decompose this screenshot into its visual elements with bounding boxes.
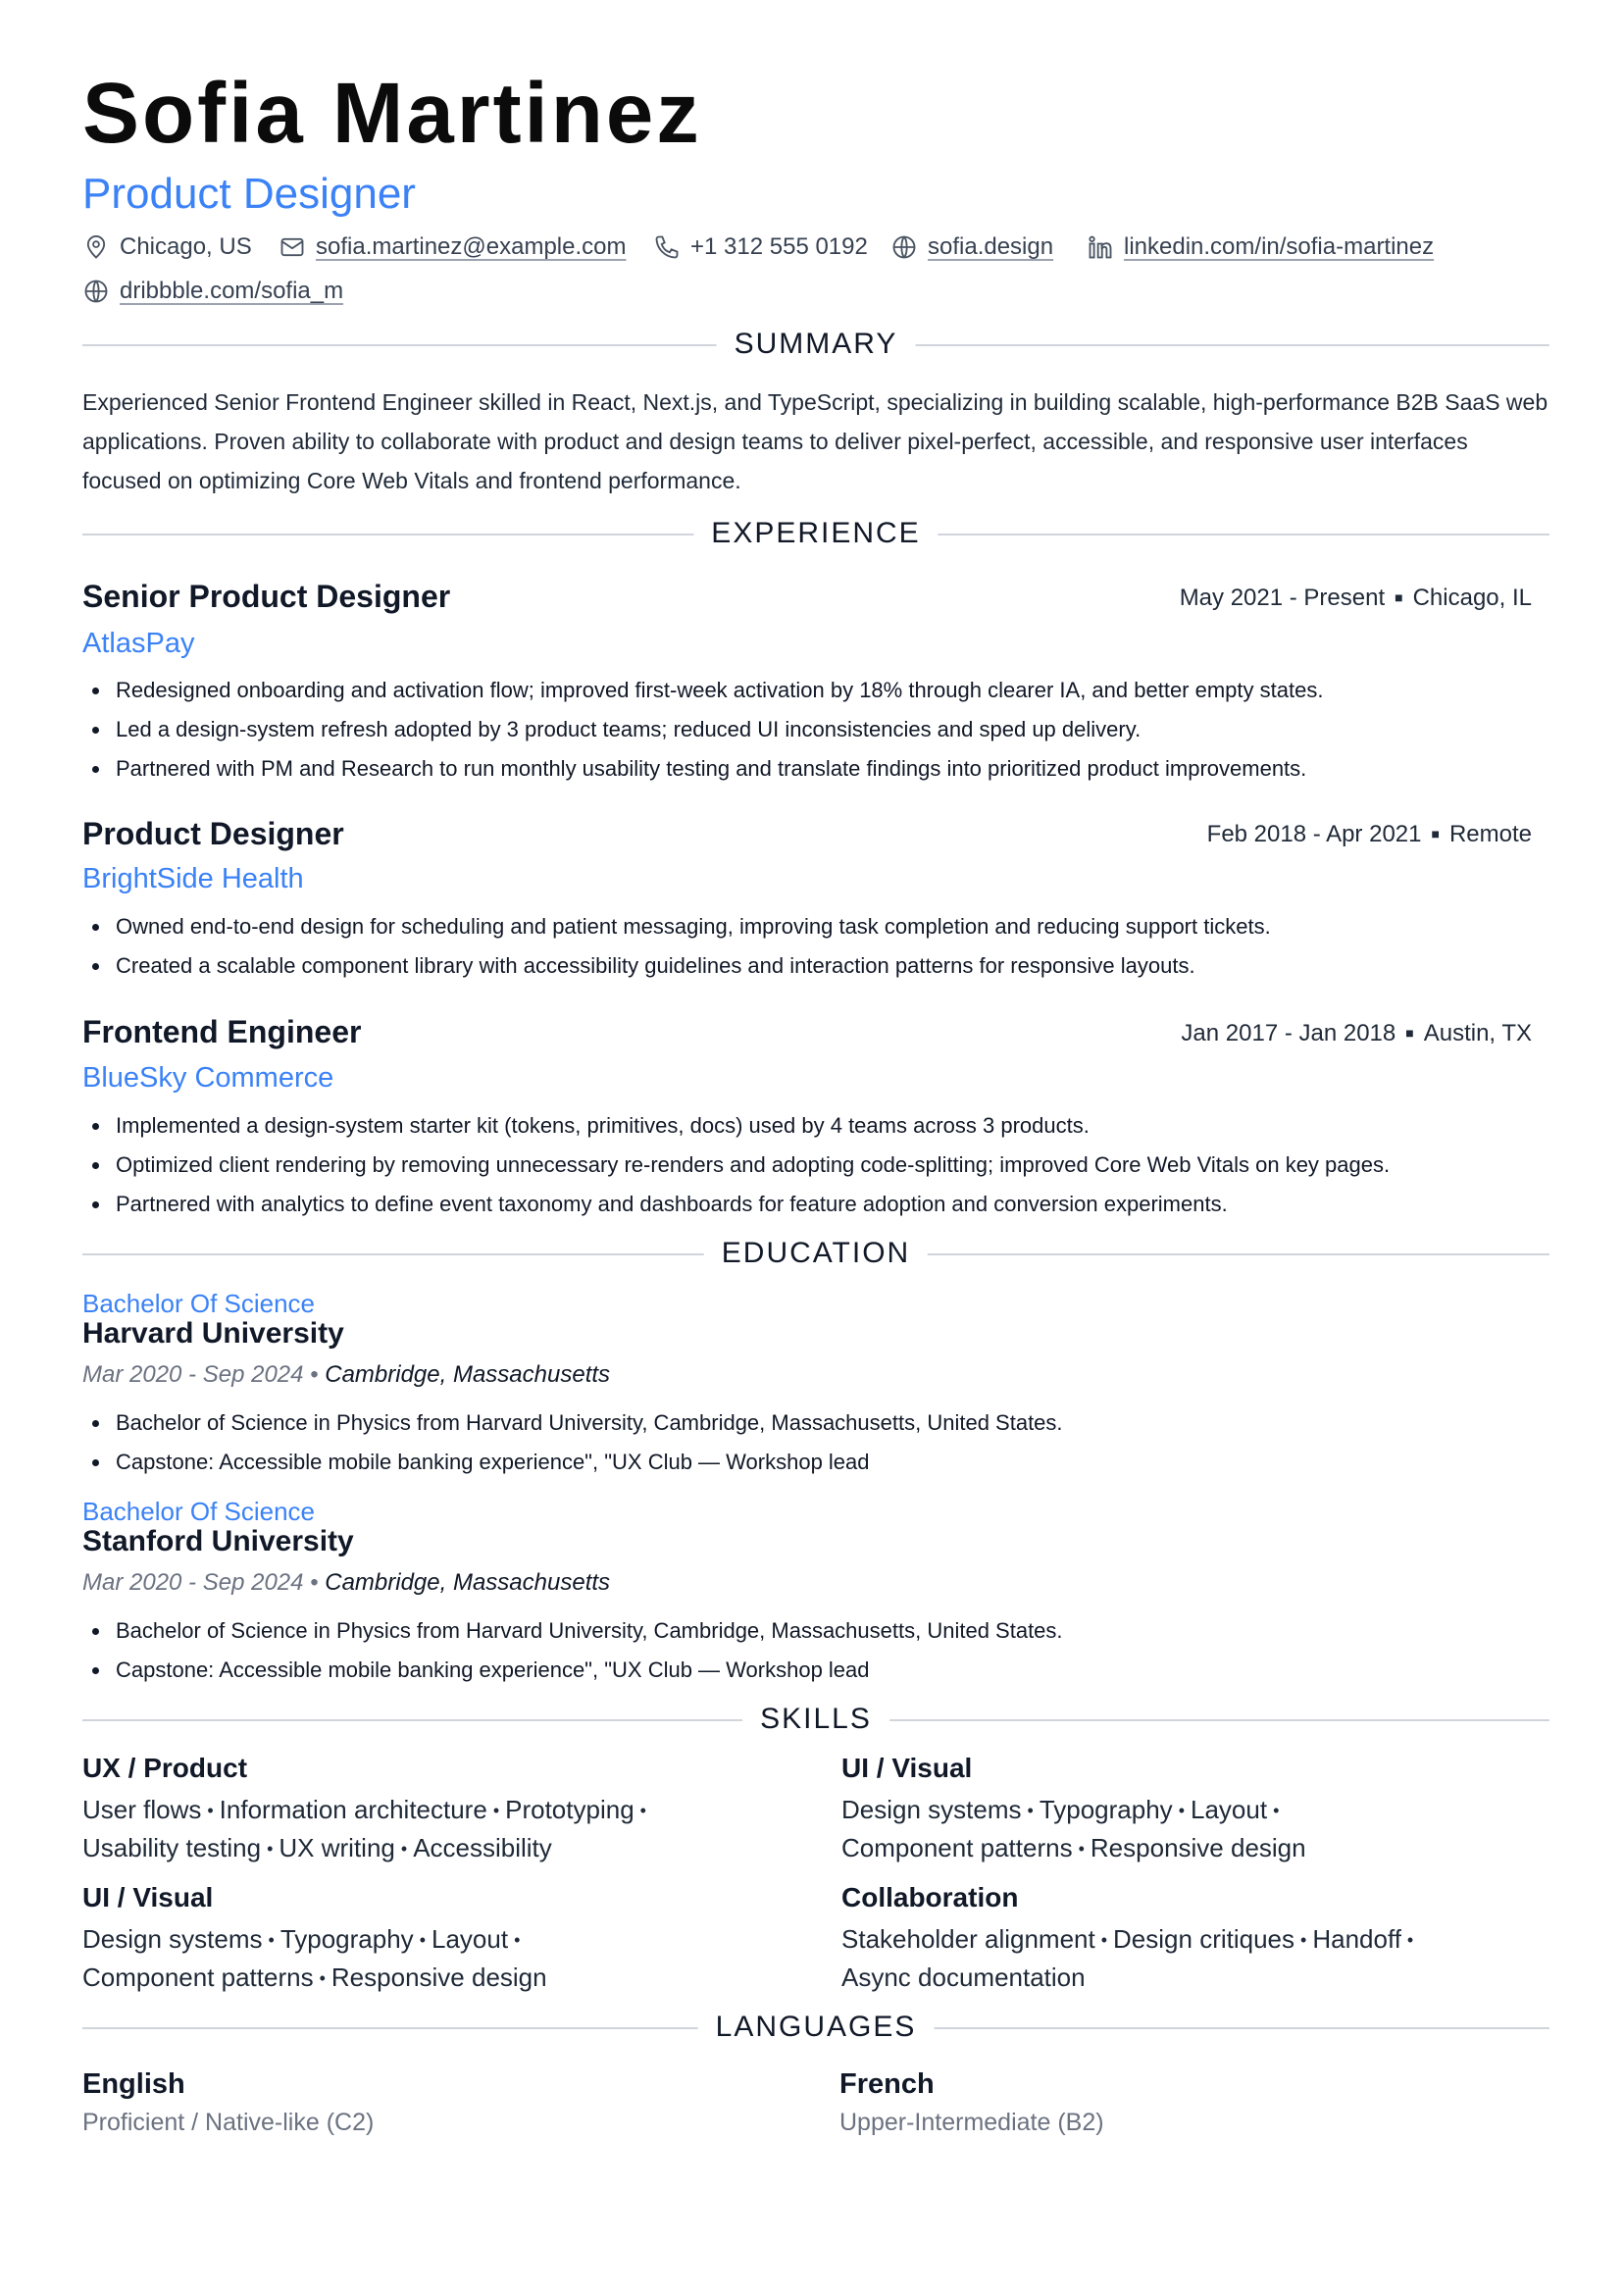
skill-line: Usability testing • UX writing • Accessibility	[82, 1833, 552, 1862]
candidate-role: Product Designer	[82, 170, 416, 218]
list-item: Capstone: Accessible mobile banking experience", "UX Club — Workshop lead	[116, 1651, 1548, 1690]
skill-item: Async documentation	[841, 1963, 1086, 1992]
education-meta: Mar 2020 - Sep 2024 • Cambridge, Massachusetts	[82, 1569, 611, 1596]
contact-portfolio-link[interactable]: dribbble.com/sofia_m	[120, 278, 344, 304]
skill-group-title: UX / Product	[82, 1753, 248, 1783]
language-level: Proficient / Native-like (C2)	[82, 2109, 375, 2136]
education-location: Cambridge, Massachusetts	[325, 1569, 611, 1596]
education-meta: Mar 2020 - Sep 2024 • Cambridge, Massachusetts	[82, 1361, 611, 1388]
section-title: EXPERIENCE	[693, 516, 938, 551]
language-name: French	[839, 2068, 935, 2100]
skill-item: Prototyping	[505, 1795, 634, 1824]
section-experience-heading	[82, 516, 1549, 551]
skill-group-items	[82, 1920, 730, 1997]
skill-item: Usability testing	[82, 1833, 262, 1862]
job-company: AtlasPay	[82, 628, 195, 659]
separator-square: ■	[1431, 826, 1440, 841]
job-title: Product Designer	[82, 816, 344, 851]
job-bullets	[82, 1106, 1548, 1224]
skill-group-items	[841, 1920, 1489, 1996]
skill-item: Design systems	[841, 1795, 1022, 1824]
separator-square: ■	[1395, 589, 1403, 605]
skill-item: Responsive design	[330, 1963, 547, 1992]
education-bullets	[82, 1611, 1548, 1690]
job-title: Frontend Engineer	[82, 1014, 362, 1049]
list-item: Partnered with PM and Research to run monthly usability testing and translate findings into prioritized product improvements.	[116, 749, 1548, 789]
job-location: Chicago, IL	[1412, 585, 1532, 611]
job-dates: Jan 2017 - Jan 2018	[1181, 1020, 1396, 1046]
education-location: Cambridge, Massachusetts	[325, 1361, 611, 1388]
contact-portfolio[interactable]	[82, 278, 343, 305]
skill-group-title: UI / Visual	[82, 1882, 214, 1912]
skill-item: User flows	[82, 1795, 202, 1824]
job-meta	[1180, 585, 1532, 612]
skill-line: Design systems • Typography • Layout •	[841, 1795, 1280, 1824]
skill-line: Component patterns • Responsive design	[841, 1833, 1306, 1862]
job-meta	[1181, 1020, 1532, 1047]
skill-group-title: Collaboration	[841, 1882, 1019, 1912]
candidate-name: Sofia Martinez	[82, 66, 702, 161]
list-item: Redesigned onboarding and activation flow; improved first-week activation by 18% through clearer IA, and better empty states.	[116, 671, 1548, 710]
job-meta	[1207, 821, 1532, 848]
education-degree: Bachelor Of Science	[82, 1497, 316, 1526]
mail-icon	[279, 233, 306, 261]
skill-item: Handoff	[1312, 1924, 1401, 1954]
skill-item: Design critiques	[1113, 1924, 1295, 1954]
summary-text: Experienced Senior Frontend Engineer skilled in React, Next.js, and TypeScript, specializing in building scalable, high-performance B2B SaaS web applications. Proven ability to collaborate with product and design teams to deliver pixel-perfect, accessible, and responsive user interfaces focused on optimizing Core Web Vitals and frontend performance.	[82, 389, 1548, 493]
contact-website[interactable]	[890, 233, 1053, 261]
skill-item: Stakeholder alignment	[841, 1924, 1095, 1954]
contact-location	[82, 233, 252, 261]
list-item: Bachelor of Science in Physics from Harvard University, Cambridge, Massachusetts, United States.	[116, 1611, 1548, 1651]
skill-item: Design systems	[82, 1924, 263, 1954]
linkedin-icon	[1087, 233, 1114, 261]
section-skills-heading	[82, 1702, 1549, 1737]
skill-item: UX writing	[279, 1833, 395, 1862]
list-item: Led a design-system refresh adopted by 3 product teams; reduced UI inconsistencies and sped up delivery.	[116, 710, 1548, 749]
skill-group-title: UI / Visual	[841, 1753, 973, 1783]
section-title: SUMMARY	[717, 327, 916, 362]
job-dates: Feb 2018 - Apr 2021	[1206, 821, 1422, 847]
globe-icon	[82, 278, 110, 305]
list-item: Bachelor of Science in Physics from Harvard University, Cambridge, Massachusetts, United States.	[116, 1403, 1548, 1443]
skill-item: Typography	[279, 1924, 414, 1954]
job-dates: May 2021 - Present	[1179, 585, 1386, 611]
education-degree: Bachelor Of Science	[82, 1289, 316, 1318]
contact-email-link[interactable]: sofia.martinez@example.com	[316, 233, 627, 260]
skill-item: Component patterns	[841, 1833, 1073, 1862]
job-company: BlueSky Commerce	[82, 1062, 334, 1094]
skill-item: Layout	[1191, 1795, 1268, 1824]
contact-linkedin[interactable]	[1087, 233, 1434, 261]
job-title: Senior Product Designer	[82, 579, 451, 614]
list-item: Partnered with analytics to define event taxonomy and dashboards for feature adoption and conversion experiments.	[116, 1185, 1548, 1224]
education-school: Harvard University	[82, 1317, 344, 1350]
list-item: Owned end-to-end design for scheduling and patient messaging, improving task completion and reducing support tickets.	[116, 907, 1548, 946]
section-languages-heading	[82, 2010, 1549, 2045]
education-school: Stanford University	[82, 1525, 354, 1557]
skill-item: Responsive design	[1090, 1833, 1306, 1862]
contact-email[interactable]	[279, 233, 626, 261]
skill-group-items	[841, 1791, 1489, 1867]
job-bullets	[82, 671, 1548, 789]
skill-line	[841, 1959, 1489, 1996]
list-item: Optimized client rendering by removing unnecessary re-renders and adopting code-splitting; improved Core Web Vitals on key pages.	[116, 1146, 1548, 1185]
job-location: Austin, TX	[1423, 1020, 1532, 1046]
education-dates: Mar 2020 - Sep 2024	[82, 1361, 304, 1388]
skill-item: Information architecture	[219, 1795, 487, 1824]
section-education-heading	[82, 1236, 1549, 1271]
globe-icon	[890, 233, 918, 261]
skill-group-items	[82, 1791, 730, 1867]
education-dates: Mar 2020 - Sep 2024	[82, 1569, 304, 1596]
skill-item: Accessibility	[413, 1833, 552, 1862]
section-title: SKILLS	[742, 1702, 889, 1737]
skill-line: User flows • Information architecture • Prototyping •	[82, 1795, 646, 1824]
contact-location-text: Chicago, US	[120, 233, 252, 260]
skill-item: Layout	[431, 1924, 509, 1954]
section-title: LANGUAGES	[698, 2010, 935, 2045]
contact-phone-text[interactable]: +1 312 555 0192	[690, 233, 868, 260]
map-pin-icon	[82, 233, 110, 261]
skill-line: Design systems • Typography • Layout •	[82, 1924, 521, 1954]
language-level: Upper-Intermediate (B2)	[839, 2109, 1104, 2136]
language-name: English	[82, 2068, 185, 2100]
skill-line: Component patterns • Responsive design	[82, 1963, 547, 1992]
section-summary-heading	[82, 327, 1549, 362]
contact-linkedin-link[interactable]: linkedin.com/in/sofia-martinez	[1124, 233, 1435, 260]
contact-website-link[interactable]: sofia.design	[928, 233, 1054, 260]
skill-item: Component patterns	[82, 1963, 314, 1992]
separator-square: ■	[1405, 1025, 1414, 1041]
job-bullets	[82, 907, 1548, 986]
phone-icon	[653, 233, 681, 261]
contact-phone[interactable]	[653, 233, 868, 261]
job-location: Remote	[1448, 821, 1532, 847]
skill-item: Typography	[1039, 1795, 1173, 1824]
list-item: Implemented a design-system starter kit (tokens, primitives, docs) used by 4 teams across 3 products.	[116, 1106, 1548, 1146]
job-company: BrightSide Health	[82, 863, 304, 894]
skill-line: Stakeholder alignment • Design critiques • Handoff •	[841, 1924, 1414, 1954]
list-item: Capstone: Accessible mobile banking experience", "UX Club — Workshop lead	[116, 1443, 1548, 1482]
education-bullets	[82, 1403, 1548, 1482]
list-item: Created a scalable component library with accessibility guidelines and interaction patterns for responsive layouts.	[116, 946, 1548, 986]
section-title: EDUCATION	[704, 1236, 928, 1271]
